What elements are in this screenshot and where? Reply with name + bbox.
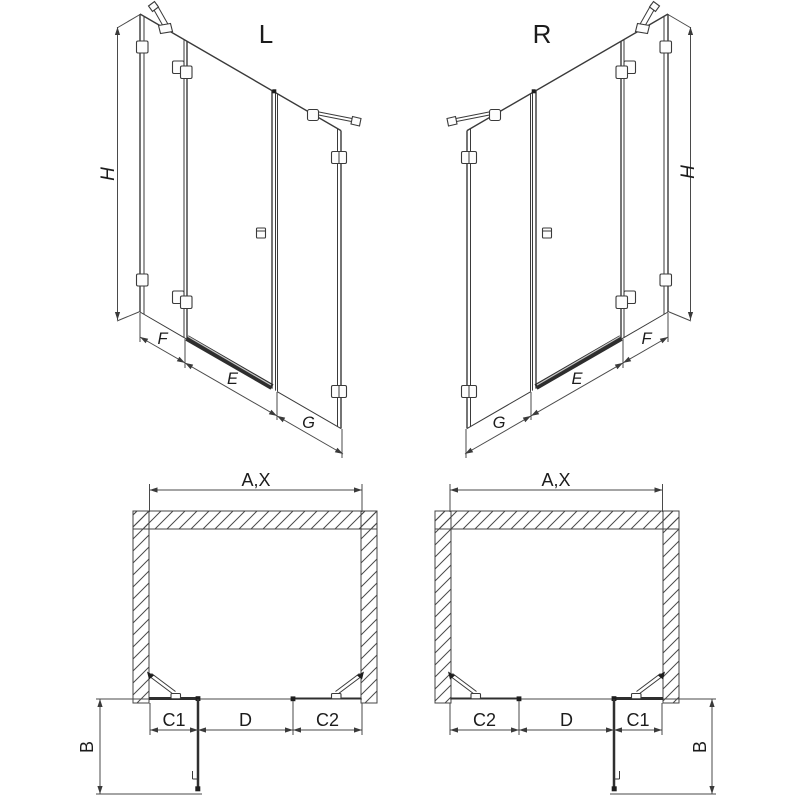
front-view-right-art <box>447 2 693 459</box>
front-right-segment-g: G <box>492 414 506 432</box>
plan-left-segment-c1: C1 <box>162 710 186 730</box>
variant-label-left: L <box>258 19 274 49</box>
plan-left-segment-c2: C2 <box>315 710 340 730</box>
front-left-segment-g: G <box>302 414 315 432</box>
height-label-right: H <box>678 165 700 179</box>
front-right-segment-e: E <box>571 370 583 388</box>
plan-left-width-label: A,X <box>241 470 271 490</box>
variant-label-right: R <box>532 19 552 49</box>
plan-left-depth-label: B <box>76 740 97 754</box>
plan-right-segment-c1: C1 <box>626 710 650 730</box>
plan-right-segment-d: D <box>560 710 573 730</box>
plan-right-width-label: A,X <box>541 470 571 490</box>
plan-view-right <box>435 470 716 794</box>
plan-view-left <box>77 470 377 794</box>
front-view-left-art <box>115 2 361 459</box>
front-left-segment-e: E <box>226 370 239 388</box>
plan-right-depth-label: B <box>689 740 710 754</box>
front-view-right <box>447 2 699 459</box>
front-view-left <box>98 2 361 459</box>
front-right-segment-f: F <box>641 330 652 348</box>
plan-left-segment-d: D <box>239 710 252 730</box>
plan-left-walls <box>133 511 377 703</box>
plan-right-segment-c2: C2 <box>472 710 497 730</box>
height-label-left: H <box>98 167 120 181</box>
front-left-segment-f: F <box>157 330 168 348</box>
plan-right-walls <box>435 511 679 703</box>
